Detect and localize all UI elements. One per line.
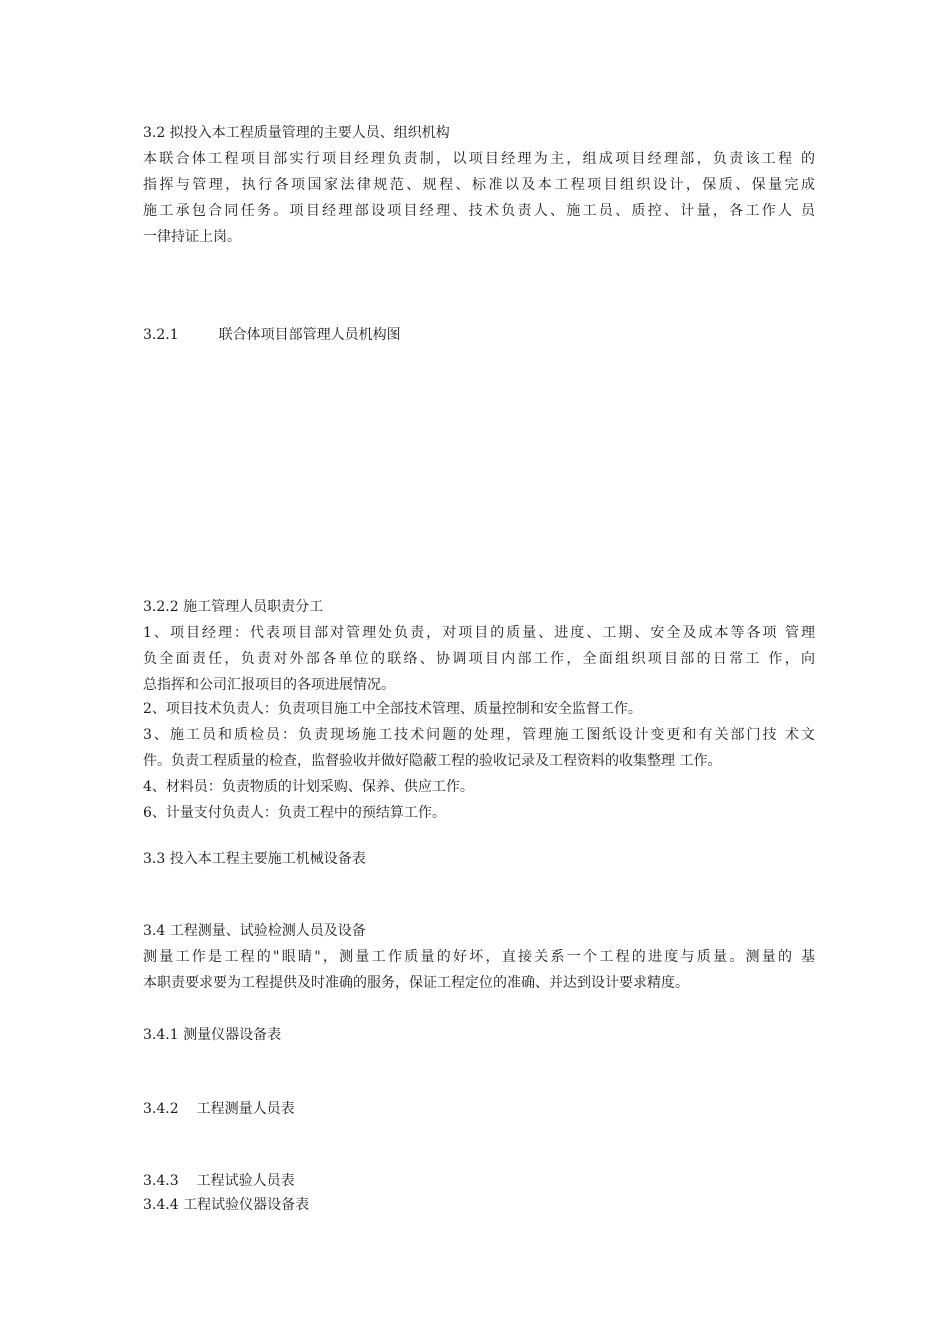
section-heading-3-4-2	[143, 1100, 295, 1118]
duty-line: 1、项目经理：代表项目部对管理处负责，对项目的质量、进度、工期、安全及成本等各项 管理	[143, 625, 815, 641]
section-number: 3.4.3	[143, 1173, 179, 1189]
paragraph-line: 指挥与管理，执行各项国家法律规范、规程、标准以及本工程项目组织设计，保质、保量完成	[143, 177, 815, 193]
duty-line: 总指挥和公司汇报项目的各项进展情况。	[143, 677, 395, 693]
paragraph-line: 施工承包合同任务。项目经理部设项目经理、技术负责人、施工员、质控、计量，各工作人 员	[143, 203, 815, 219]
section-heading-3-4-4: 3.4.4 工程试验仪器设备表	[143, 1197, 310, 1213]
section-heading-3-2-2: 3.2.2 施工管理人员职责分工	[143, 599, 324, 615]
section-title: 工程试验人员表	[196, 1173, 295, 1189]
section-heading-3-4: 3.4 工程测量、试验检测人员及设备	[143, 923, 366, 939]
section-heading-3-3: 3.3 投入本工程主要施工机械设备表	[143, 851, 366, 867]
duty-line: 3、施工员和质检员：负责现场施工技术问题的处理，管理施工图纸设计变更和有关部门技 术文	[143, 727, 815, 743]
section-heading-3-4-3	[143, 1172, 295, 1190]
section-number: 3.4.2	[143, 1101, 179, 1117]
paragraph-line: 本联合体工程项目部实行项目经理负责制，以项目经理为主，组成项目经理部，负责该工程 的	[143, 151, 815, 167]
section-number: 3.2.1	[143, 327, 179, 343]
section-title: 联合体项目部管理人员机构图	[218, 327, 401, 343]
section-title: 工程测量人员表	[196, 1101, 295, 1117]
duty-line: 4、材料员：负责物质的计划采购、保养、供应工作。	[143, 779, 474, 795]
duty-line: 2、项目技术负责人：负责项目施工中全部技术管理、质量控制和安全监督工作。	[143, 701, 642, 717]
section-heading-3-2: 3.2 拟投入本工程质量管理的主要人员、组织机构	[143, 125, 450, 141]
duty-line: 负全面责任，负责对外部各单位的联络、协调项目内部工作，全面组织项目部的日常工 作，向	[143, 651, 815, 667]
section-heading-3-2-1	[143, 326, 401, 344]
duty-line: 件。负责工程质量的检查，监督验收并做好隐蔽工程的验收记录及工程资料的收集整理 工作。	[143, 753, 722, 769]
section-heading-3-4-1: 3.4.1 测量仪器设备表	[143, 1027, 282, 1043]
duty-line: 6、计量支付负责人：负责工程中的预结算工作。	[143, 805, 446, 821]
paragraph-line: 一律持证上岗。	[143, 229, 241, 245]
paragraph-line: 本职责要求要为工程提供及时准确的服务，保证工程定位的准确、并达到设计要求精度。	[143, 975, 689, 991]
paragraph-line: 测量工作是工程的"眼睛"，测量工作质量的好坏，直接关系一个工程的进度与质量。测量的 基	[143, 949, 815, 965]
